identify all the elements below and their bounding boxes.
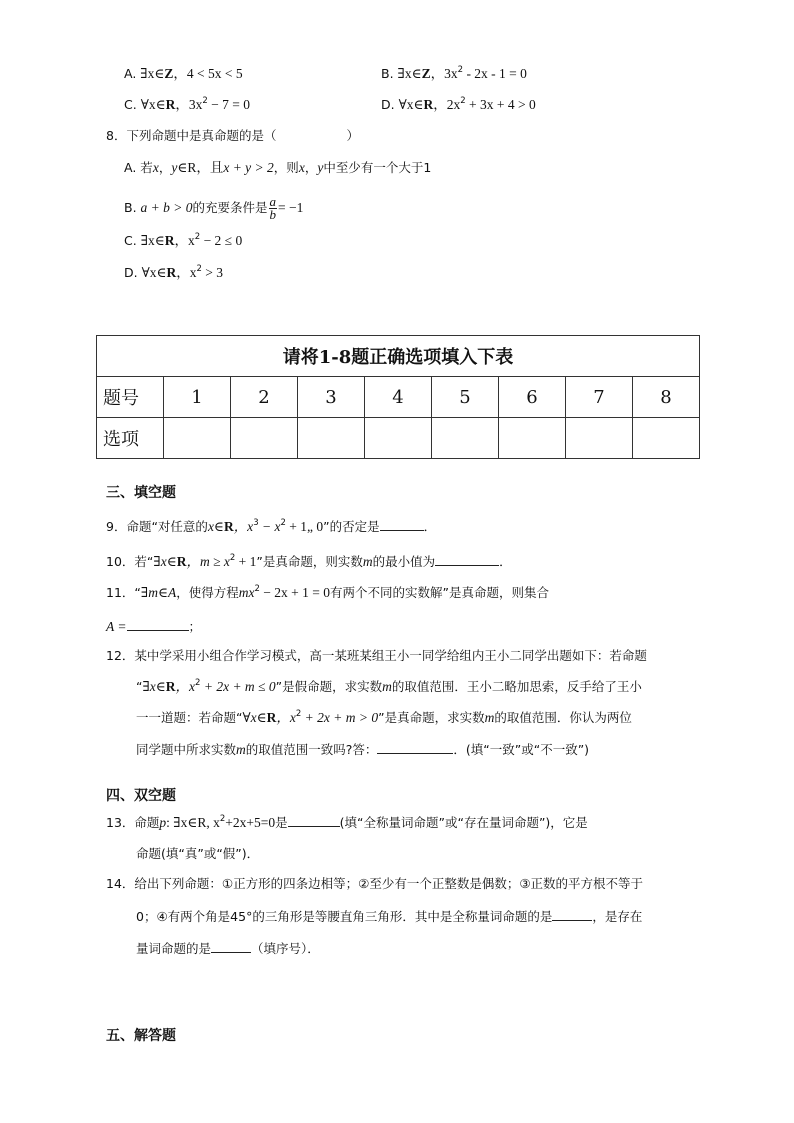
condition-part: ，2x [433, 97, 461, 112]
question-text: ） [346, 128, 359, 143]
fraction [269, 196, 278, 221]
set-symbol: Z [421, 66, 431, 81]
q12-line2 [136, 679, 642, 695]
exponent: 2 [254, 584, 260, 594]
math: + 2x + m > 0 [301, 710, 379, 725]
math: = −1 [278, 200, 304, 215]
text: ． [423, 519, 437, 534]
text: ．(填“一致”或“不一致”) [453, 742, 590, 757]
q11-line1 [106, 585, 549, 601]
math: x [152, 160, 159, 175]
answer-cell[interactable] [633, 418, 700, 459]
option-letter: A. [124, 66, 137, 81]
math: + 2x + m ≤ 0 [200, 679, 276, 694]
math: y [171, 160, 178, 175]
answer-blank[interactable] [552, 908, 592, 921]
exponent: 2 [202, 96, 208, 106]
text: ”是假命题，求实数 [275, 679, 383, 694]
condition: ，4 < 5x < 5 [173, 66, 243, 81]
answer-row [97, 418, 700, 459]
text: 10．若“ [106, 554, 154, 569]
option-letter: D. [381, 97, 395, 112]
exponent: 2 [280, 518, 286, 528]
question-number: 5 [432, 377, 499, 418]
q7-option-d [381, 97, 536, 113]
text: 的取值范围一致吗?答： [245, 742, 378, 757]
answer-cell[interactable] [499, 418, 566, 459]
set-symbol: R [423, 97, 434, 112]
set-symbol: R [176, 554, 187, 569]
answer-cell[interactable] [231, 418, 298, 459]
q13-line2: 命题(填“真”或“假”)． [136, 846, 260, 861]
text: ， [158, 160, 172, 175]
row-label-option: 选项 [97, 418, 164, 459]
math: ∃m∈A [140, 585, 177, 600]
answer-blank[interactable] [127, 618, 189, 631]
math: ，x [276, 710, 296, 725]
math: m [236, 742, 246, 757]
math: ，m ≥ x [186, 554, 230, 569]
question-number: 3 [298, 377, 365, 418]
math: − 2x + 1 = 0 [259, 585, 330, 600]
q14-line1: 14．给出下列命题：①正方形的四条边相等；②至少有一个正整数是偶数；③正数的平方根不等于 [106, 876, 644, 891]
text: ”的否定是 [323, 519, 380, 534]
math: y [317, 160, 324, 175]
q7-option-c [124, 97, 250, 113]
table-title: 请将1-8题正确选项填入下表 [97, 336, 700, 377]
q14-line2 [136, 908, 642, 925]
condition-part: ，3x [430, 66, 458, 81]
q8-option-d [124, 265, 223, 281]
answer-cell[interactable] [164, 418, 231, 459]
question-number: 2 [231, 377, 298, 418]
exponent: 2 [195, 678, 201, 688]
math: +2x+5=0 [225, 815, 276, 830]
answer-cell[interactable] [298, 418, 365, 459]
question-number: 1 [164, 377, 231, 418]
math: ∃x∈ [142, 679, 166, 694]
q12-line4 [136, 741, 589, 758]
exponent: 2 [194, 232, 201, 242]
math: A = [106, 619, 127, 634]
condition-part: ，3x [175, 97, 203, 112]
set-symbol: Z [164, 66, 174, 81]
condition-part: - 2x - 1 = 0 [463, 66, 527, 81]
text: 的取值范围．王小二略加思索，反手给了王小 [391, 679, 642, 694]
text: 若 [140, 160, 153, 175]
math: m [382, 679, 392, 694]
question-number: 7 [566, 377, 633, 418]
text: 的取值范围．你认为两位 [494, 710, 632, 725]
answer-blank[interactable] [380, 518, 424, 531]
section-heading-double-blank: 四、双空题 [106, 788, 176, 804]
q8-option-b [124, 196, 303, 221]
set-symbol: R [165, 97, 176, 112]
quantifier: ∃x∈ [397, 66, 422, 81]
question-number: 8 [633, 377, 700, 418]
math: p [159, 815, 167, 830]
option-letter: C. [124, 97, 137, 112]
text: 量词命题的是 [136, 941, 212, 956]
exponent: 2 [295, 709, 302, 719]
text: ； [188, 619, 202, 634]
q7-option-b [381, 66, 527, 82]
text: ”是真命题，则实数 [256, 554, 363, 569]
question-number: 4 [365, 377, 432, 418]
answer-blank[interactable] [211, 940, 251, 953]
answer-blank[interactable] [377, 741, 453, 754]
text: ∈R，且 [177, 160, 224, 175]
exponent: 2 [460, 96, 466, 106]
math: a + b > 0 [140, 200, 193, 215]
answer-cell[interactable] [432, 418, 499, 459]
set-symbol: R [166, 265, 177, 280]
math: ∀x∈ [242, 710, 267, 725]
q8-option-c [124, 233, 242, 249]
math: − x [258, 519, 281, 534]
exponent: 2 [457, 65, 464, 75]
math: ，x [233, 519, 254, 534]
set-symbol: R [164, 233, 175, 248]
question-text: 8．下列命题中是真命题的是（ [106, 128, 277, 143]
answer-blank[interactable] [435, 553, 499, 566]
condition-part: + 3x + 4 > 0 [465, 97, 536, 112]
section-heading-solution: 五、解答题 [106, 1028, 176, 1044]
text: “ [136, 679, 143, 694]
option-letter: B. [381, 66, 394, 81]
text: 的最小值为 [372, 554, 436, 569]
condition-part: > 3 [201, 265, 224, 280]
option-letter: D. [124, 265, 138, 280]
table-title-row [97, 336, 700, 377]
q11-line2 [106, 618, 201, 635]
q9 [106, 518, 436, 535]
answer-table [96, 335, 700, 459]
numerator: a [269, 194, 277, 209]
text: ， [304, 160, 318, 175]
row-label-number: 题号 [97, 377, 164, 418]
math: ∃x∈ [153, 554, 177, 569]
q14-line3 [136, 940, 320, 957]
math: ，x [175, 679, 196, 694]
math: : ∃x∈R, x [166, 815, 220, 830]
quantifier: ∀x∈ [398, 97, 424, 112]
math: m [362, 554, 373, 569]
quantifier: ∃x∈ [140, 66, 165, 81]
condition-part: ，x [174, 233, 195, 248]
text: 是 [275, 815, 288, 830]
answer-cell[interactable] [566, 418, 633, 459]
condition-part: − 7 = 0 [207, 97, 250, 112]
text: 中至少有一个大于1 [323, 160, 432, 175]
exponent: 3 [253, 518, 259, 528]
math: + 1„ 0 [285, 519, 324, 534]
answer-cell[interactable] [365, 418, 432, 459]
text: 有两个不同的实数解”是真命题，则集合 [329, 585, 549, 600]
text: ． [499, 554, 512, 569]
text: 13．命题 [106, 815, 160, 830]
section-heading-fill-in: 三、填空题 [106, 485, 176, 501]
text: ，使得方程 [176, 585, 239, 600]
math: + 1 [235, 554, 257, 569]
q12-line1: 12．某中学采用小组合作学习模式，高一某班某组王小一同学给组内王小二同学出题如下：若命题 [106, 648, 647, 663]
q8-stem [106, 128, 359, 144]
set-symbol: R [266, 710, 277, 725]
text: ”是真命题，求实数 [378, 710, 485, 725]
condition-part: − 2 ≤ 0 [200, 233, 243, 248]
text: （填序号）． [251, 941, 320, 956]
text: 11．“ [106, 585, 141, 600]
text: 的充要条件是 [192, 200, 268, 215]
quantifier: ∀x∈ [140, 97, 166, 112]
math: mx [238, 585, 255, 600]
text: 一一道题：若命题“ [136, 710, 243, 725]
q8-option-a [124, 160, 431, 176]
question-number: 6 [499, 377, 566, 418]
answer-blank[interactable] [288, 814, 340, 827]
denominator: b [269, 207, 277, 222]
q12-line3 [136, 710, 632, 726]
condition-part: ，x [176, 265, 197, 280]
math: x∈ [207, 519, 224, 534]
option-letter: A. [124, 160, 137, 175]
set-symbol: R [165, 679, 176, 694]
quantifier: ∃x∈ [140, 233, 165, 248]
text: (填“全称量词命题”或“存在量词命题”)，它是 [339, 815, 588, 830]
exponent: 2 [219, 814, 226, 824]
math: m [484, 710, 495, 725]
exponent: 2 [229, 553, 236, 563]
number-row [97, 377, 700, 418]
text: ，是存在 [592, 909, 643, 924]
exponent: 2 [196, 264, 202, 274]
text: 9．命题“对任意的 [106, 519, 208, 534]
math: x [298, 160, 305, 175]
quantifier: ∀x∈ [141, 265, 167, 280]
text: 0；④有两个角是45°的三角形是等腰直角三角形．其中是全称量词命题的是 [136, 909, 553, 924]
q7-option-a [124, 66, 243, 82]
q10 [106, 553, 512, 570]
q13-line1 [106, 814, 588, 831]
text: ，则 [273, 160, 299, 175]
set-symbol: R [223, 519, 234, 534]
option-letter: B. [124, 200, 137, 215]
option-letter: C. [124, 233, 137, 248]
math: x + y > 2 [223, 160, 274, 175]
text: 同学题中所求实数 [136, 742, 237, 757]
